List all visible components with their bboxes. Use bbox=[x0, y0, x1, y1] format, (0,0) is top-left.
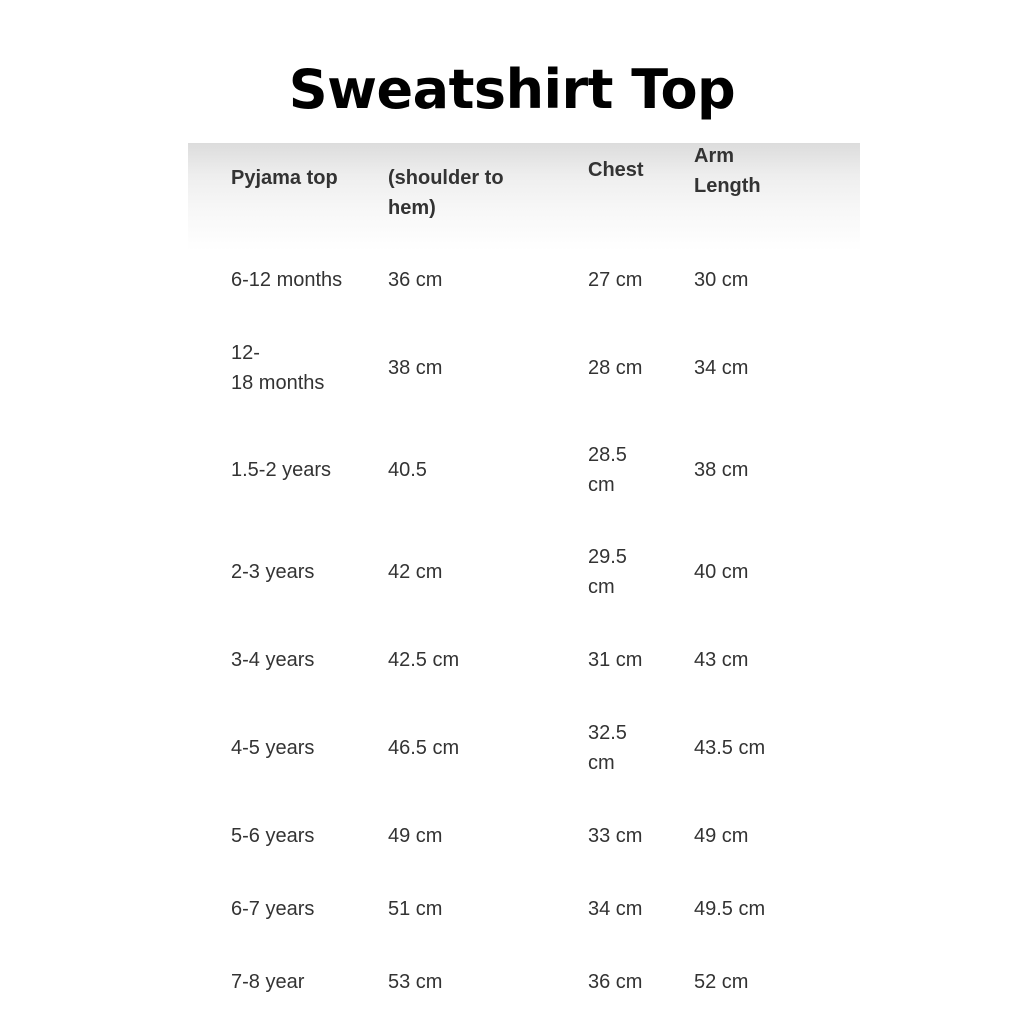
table-header bbox=[188, 143, 860, 251]
chest-cell: 33 cm bbox=[588, 825, 643, 847]
chest-cell: 31 cm bbox=[588, 649, 643, 671]
length-cell: 38 cm bbox=[388, 357, 443, 379]
arm-length-cell: 30 cm bbox=[694, 269, 749, 291]
chest-cell: 34 cm bbox=[588, 898, 643, 920]
size-cell: 4-5 years bbox=[231, 737, 315, 759]
chest-cell: 28 cm bbox=[588, 357, 643, 379]
length-cell: 51 cm bbox=[388, 898, 443, 920]
header-length: (shoulder to hem) bbox=[388, 167, 504, 219]
size-cell: 6-12 months bbox=[231, 269, 343, 291]
size-cell: 6-7 years bbox=[231, 898, 315, 920]
chest-cell: 36 cm bbox=[588, 971, 643, 993]
page-title: Sweatshirt Top bbox=[288, 58, 736, 121]
chest-cell: 28.5 cm bbox=[588, 444, 627, 496]
length-cell: 53 cm bbox=[388, 971, 443, 993]
arm-length-cell: 40 cm bbox=[694, 561, 749, 583]
arm-length-cell: 49.5 cm bbox=[694, 898, 766, 920]
header-size: Pyjama top bbox=[231, 167, 338, 189]
header-arm-length: Arm Length bbox=[694, 145, 761, 197]
size-cell: 1.5-2 years bbox=[231, 459, 332, 481]
arm-length-cell: 38 cm bbox=[694, 459, 749, 481]
size-cell: 7-8 year bbox=[231, 971, 305, 993]
arm-length-cell: 52 cm bbox=[694, 971, 749, 993]
length-cell: 49 cm bbox=[388, 825, 443, 847]
size-cell: 12- 18 months bbox=[231, 342, 325, 394]
arm-length-cell: 43 cm bbox=[694, 649, 749, 671]
size-chart-table bbox=[188, 143, 860, 1024]
length-cell: 42.5 cm bbox=[388, 649, 460, 671]
length-cell: 40.5 bbox=[388, 459, 427, 481]
length-cell: 36 cm bbox=[388, 269, 443, 291]
size-cell: 5-6 years bbox=[231, 825, 315, 847]
arm-length-cell: 43.5 cm bbox=[694, 737, 766, 759]
chest-cell: 27 cm bbox=[588, 269, 643, 291]
chest-cell: 32.5 cm bbox=[588, 722, 627, 774]
size-cell: 2-3 years bbox=[231, 561, 315, 583]
length-cell: 42 cm bbox=[388, 561, 443, 583]
size-cell: 3-4 years bbox=[231, 649, 315, 671]
chest-cell: 29.5 cm bbox=[588, 546, 627, 598]
header-chest: Chest bbox=[588, 159, 644, 181]
arm-length-cell: 49 cm bbox=[694, 825, 749, 847]
length-cell: 46.5 cm bbox=[388, 737, 460, 759]
arm-length-cell: 34 cm bbox=[694, 357, 749, 379]
